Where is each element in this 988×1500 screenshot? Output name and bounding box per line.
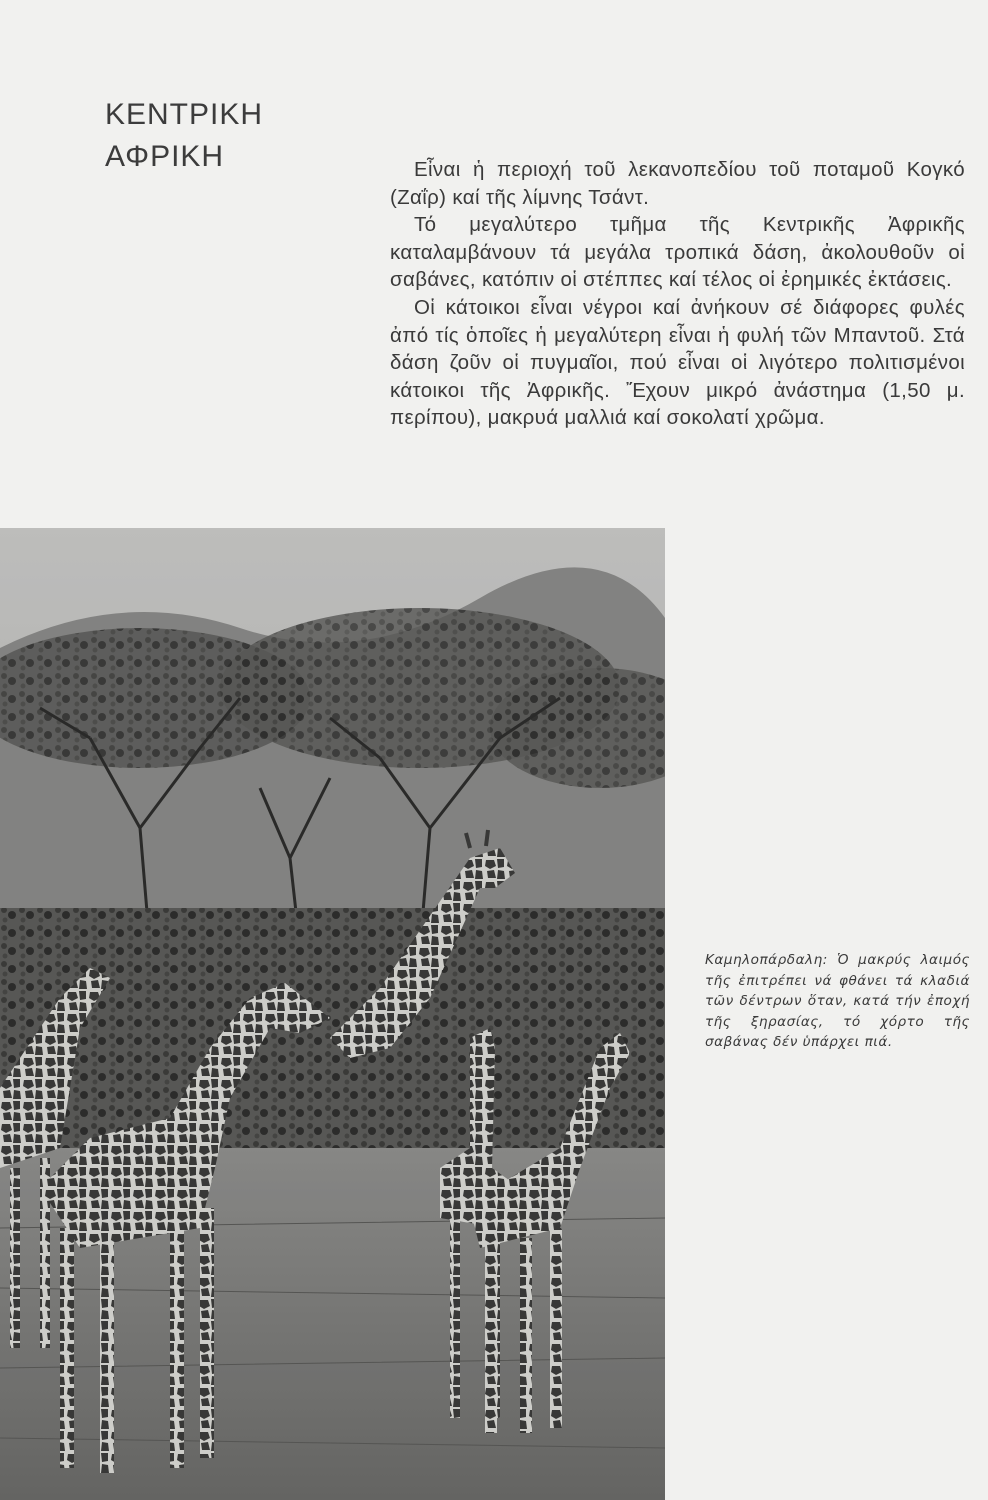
section-heading — [105, 94, 365, 178]
body-text — [390, 156, 965, 432]
photo-caption: Καμηλοπάρδαλη: Ὁ μακρύς λαιμός τῆς ἐπιτρέπει νά φθάνει τά κλαδιά τῶν δέντρων ὅταν, κατά τήν ἐποχή τῆς ξηρασίας, τό χόρτο τῆς σαβάνας δέν ὑπάρχει πιά. — [705, 952, 970, 1050]
photo-scene — [0, 528, 665, 1500]
giraffe-photo — [0, 528, 665, 1500]
heading-line-2: ΑΦΡΙΚΗ — [105, 140, 225, 173]
body-paragraph-2: Τό μεγαλύτερο τμῆμα τῆς Κεντρικῆς Ἀφρικῆς καταλαμβάνουν τά μεγάλα τροπικά δάση, ἀκολουθοῦν οἱ σαβάνες, κατόπιν οἱ στέππες καί τέλος οἱ ἐρημικές ἐκτάσεις. — [390, 213, 965, 292]
body-paragraph-3: Οἱ κάτοικοι εἶναι νέγροι καί ἀνήκουν σέ διάφορες φυλές ἀπό τίς ὁποῖες ἡ μεγαλύτερη εἶναι ἡ φυλή τῶν Μπαντοῦ. Στά δάση ζοῦν οἱ πυγμαῖοι, πού εἶναι οἱ λιγότερο πολιτισμένοι κάτοικοι τῆς Ἀφρικῆς. Ἔχουν μικρό ἀνάστημα (1,50 μ. περίπου), μακρυά μαλλιά καί σοκολατί χρῶμα. — [390, 295, 965, 430]
heading-line-1: ΚΕΝΤΡΙΚΗ — [105, 98, 264, 131]
body-paragraph-1: Εἶναι ἡ περιοχή τοῦ λεκανοπεδίου τοῦ ποταμοῦ Κογκό (Ζαΐρ) καί τῆς λίμνης Τσάντ. — [390, 158, 965, 209]
